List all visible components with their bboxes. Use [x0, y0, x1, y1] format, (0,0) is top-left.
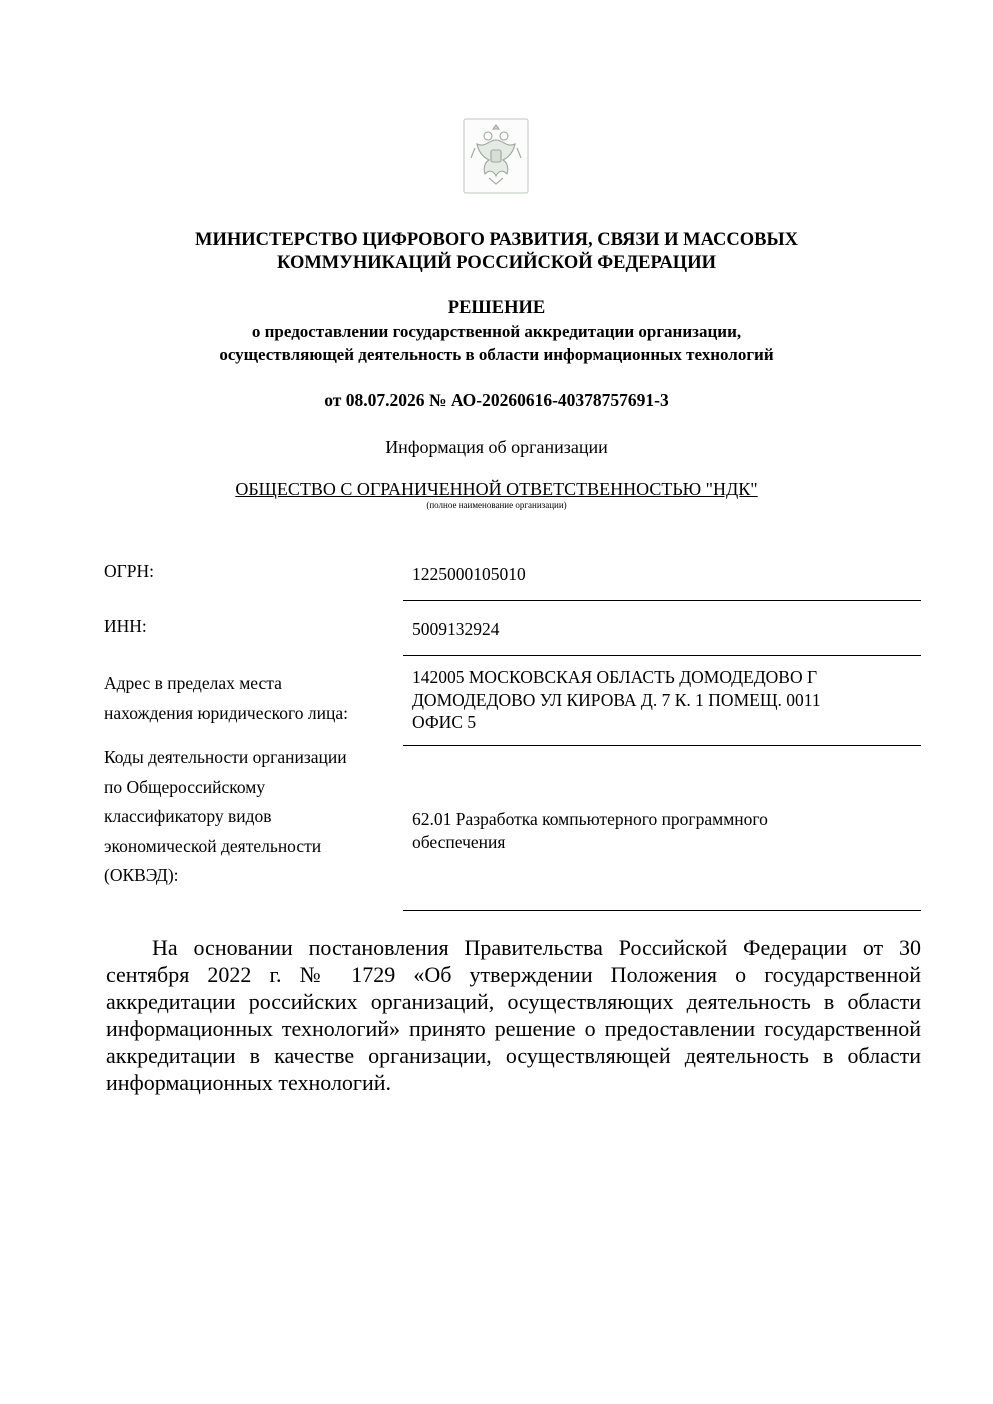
address-label-line2: нахождения юридического лица:	[104, 702, 349, 723]
address-label-line1: Адрес в пределах места	[104, 673, 282, 693]
ministry-name-line1: МИНИСТЕРСТВО ЦИФРОВОГО РАЗВИТИЯ, СВЯЗИ И МАССОВЫХ	[194, 230, 799, 250]
decision-body-text: На основании постановления Правительства Российской Федерации от 30 сентября 2022 г. № 1729 «Об утверждении Положения о государственной аккредитации российских организаций, осуществляющих деятельность в области информационных технологий» принято решение о предоставлении государственной аккредитации в качестве организации, осуществляющей деятельность в области информационных технологий.	[106, 935, 921, 1095]
address-line3: ОФИС 5	[412, 712, 477, 732]
decision-subtitle-line2: осуществляющей деятельность в области информационных технологий	[219, 345, 774, 364]
inn-value: 5009132924	[412, 619, 500, 639]
decision-subtitle	[100, 320, 893, 366]
okved-value	[412, 808, 912, 853]
okved-divider	[403, 910, 921, 911]
ministry-name	[100, 229, 893, 275]
address-label	[104, 669, 348, 728]
coat-of-arms-icon	[463, 118, 529, 194]
okved-label-line3: классификатору видов	[104, 806, 272, 826]
inn-divider	[403, 655, 921, 656]
decision-subtitle-line1: о предоставлении государственной аккредитации организации,	[251, 322, 742, 341]
okved-label-line1: Коды деятельности организации	[104, 747, 347, 767]
decision-title: РЕШЕНИЕ	[447, 298, 546, 318]
okved-label-line2: по Общероссийскому	[104, 776, 266, 797]
okved-label-line4: экономической деятельности	[104, 835, 322, 856]
ogrn-value: 1225000105010	[412, 564, 526, 584]
address-value	[412, 666, 912, 734]
inn-label: ИНН:	[104, 616, 147, 636]
organization-name-caption: (полное наименование организации)	[426, 500, 567, 510]
okved-label-line5: (ОКВЭД):	[104, 865, 179, 885]
ministry-name-line2: КОММУНИКАЦИЙ РОССИЙСКОЙ ФЕДЕРАЦИИ	[277, 253, 716, 273]
okved-line1: 62.01 Разработка компьютерного программного	[412, 809, 768, 829]
organization-full-name-text: ОБЩЕСТВО С ОГРАНИЧЕННОЙ ОТВЕТСТВЕННОСТЬЮ "НДК"	[235, 479, 758, 499]
okved-label	[104, 743, 347, 891]
okved-line2: обеспечения	[412, 831, 506, 852]
address-line2: ДОМОДЕДОВО УЛ КИРОВА Д. 7 К. 1 ПОМЕЩ. 0011	[412, 689, 821, 710]
ogrn-label: ОГРН:	[104, 561, 154, 581]
section-heading: Информация об организации	[385, 437, 608, 457]
ogrn-divider	[403, 600, 921, 601]
address-line1: 142005 МОСКОВСКАЯ ОБЛАСТЬ ДОМОДЕДОВО Г	[412, 667, 818, 687]
address-divider	[403, 745, 921, 746]
decision-number: от 08.07.2026 № АО-20260616-40378757691-3	[324, 390, 669, 410]
organization-full-name	[100, 477, 893, 501]
